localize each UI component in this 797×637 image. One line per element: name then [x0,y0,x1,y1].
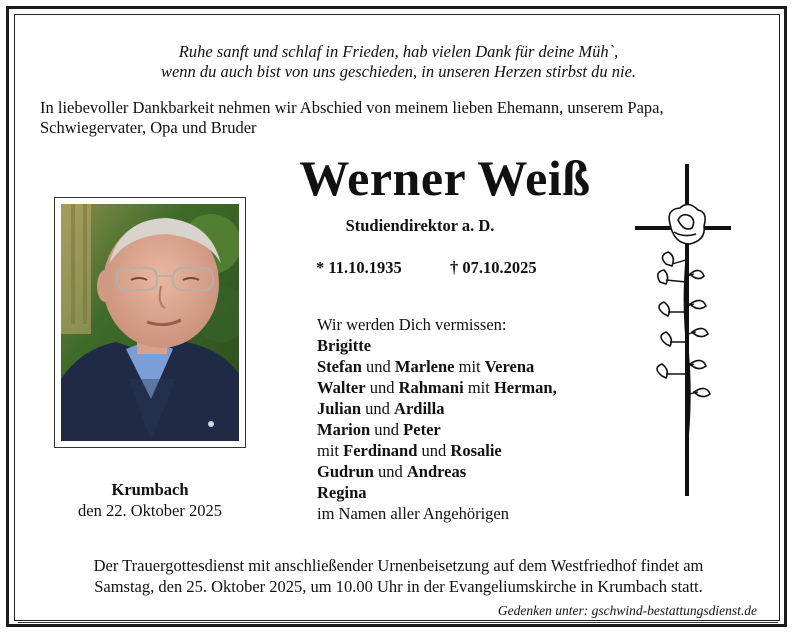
footer-divider [18,622,778,623]
conjunction-und: und [374,420,400,439]
list-item [317,398,557,419]
mourner-rosalie: Rosalie [450,441,502,460]
mourner-gudrun: Gudrun [317,462,374,481]
poem [20,42,777,82]
service-line-2: Samstag, den 25. Oktober 2025, um 10.00 Uhr in der Evangeliumskirche in Krumbach statt. [94,577,703,596]
list-item [317,482,557,503]
mourner-brigitte: Brigitte [317,336,372,355]
mourner-peter: Peter [403,420,441,439]
mourner-julian: Julian [317,399,362,418]
intro-text [40,98,770,138]
mourners-intro: Wir werden Dich vermissen: [317,315,507,334]
death-date: † 07.10.2025 [450,258,537,277]
conjunction-und: und [378,462,403,481]
poem-line-2: wenn du auch bist von uns geschieden, in unseren Herzen stirbst du nie. [160,62,637,81]
footer-memorial-link[interactable]: Gedenken unter: gschwind-bestattungsdienst.de [494,603,761,619]
mourner-rahmani: Rahmani [398,378,464,397]
conjunction-mit: mit [317,441,340,460]
cross-with-rose-icon [630,164,740,496]
service-line-1: Der Trauergottesdienst mit anschließender Urnenbeisetzung auf dem Westfriedhof findet am [93,556,704,575]
list-item [317,356,557,377]
list-item [317,440,557,461]
conjunction-und: und [369,378,395,397]
conjunction-und: und [365,399,390,418]
mourner-ardilla: Ardilla [394,399,445,418]
poem-line-1: Ruhe sanft und schlaf in Frieden, hab vielen Dank für deine Müh`, [178,42,619,61]
place-and-date [40,479,260,521]
deceased-title: Studiendirektor a. D. [345,216,495,235]
conjunction-mit: mit [467,378,490,397]
intro-line-2: Schwiegervater, Opa und Bruder [40,118,257,137]
place-date: den 22. Oktober 2025 [78,501,222,520]
service-announcement [20,555,777,597]
mourner-marion: Marion [317,420,371,439]
mourner-marlene: Marlene [394,357,455,376]
mourner-verena: Verena [484,357,535,376]
deceased-name: Werner Weiß [299,150,591,206]
mourners-closing: im Namen aller Angehörigen [317,504,509,523]
birth-date: * 11.10.1935 [316,258,402,277]
list-item [317,419,557,440]
mourner-herman: Herman [493,378,553,397]
conjunction-und: und [421,441,447,460]
mourner-ferdinand: Ferdinand [343,441,418,460]
mourners-list [317,314,557,524]
portrait-frame [54,197,246,448]
intro-line-1: In liebevoller Dankbarkeit nehmen wir Abschied von meinem lieben Ehemann, unserem Papa, [40,98,664,117]
list-item: Walter und Rahmani mit Herman, [317,378,557,397]
mourner-walter: Walter [317,378,366,397]
mourner-regina: Regina [317,483,367,502]
list-item [317,461,557,482]
conjunction-mit: mit [458,357,481,376]
mourner-andreas: Andreas [406,462,467,481]
portrait-photo [61,204,239,441]
conjunction-und: und [366,357,391,376]
mourner-stefan: Stefan [317,357,362,376]
place-town: Krumbach [111,480,189,499]
list-item [317,335,557,356]
